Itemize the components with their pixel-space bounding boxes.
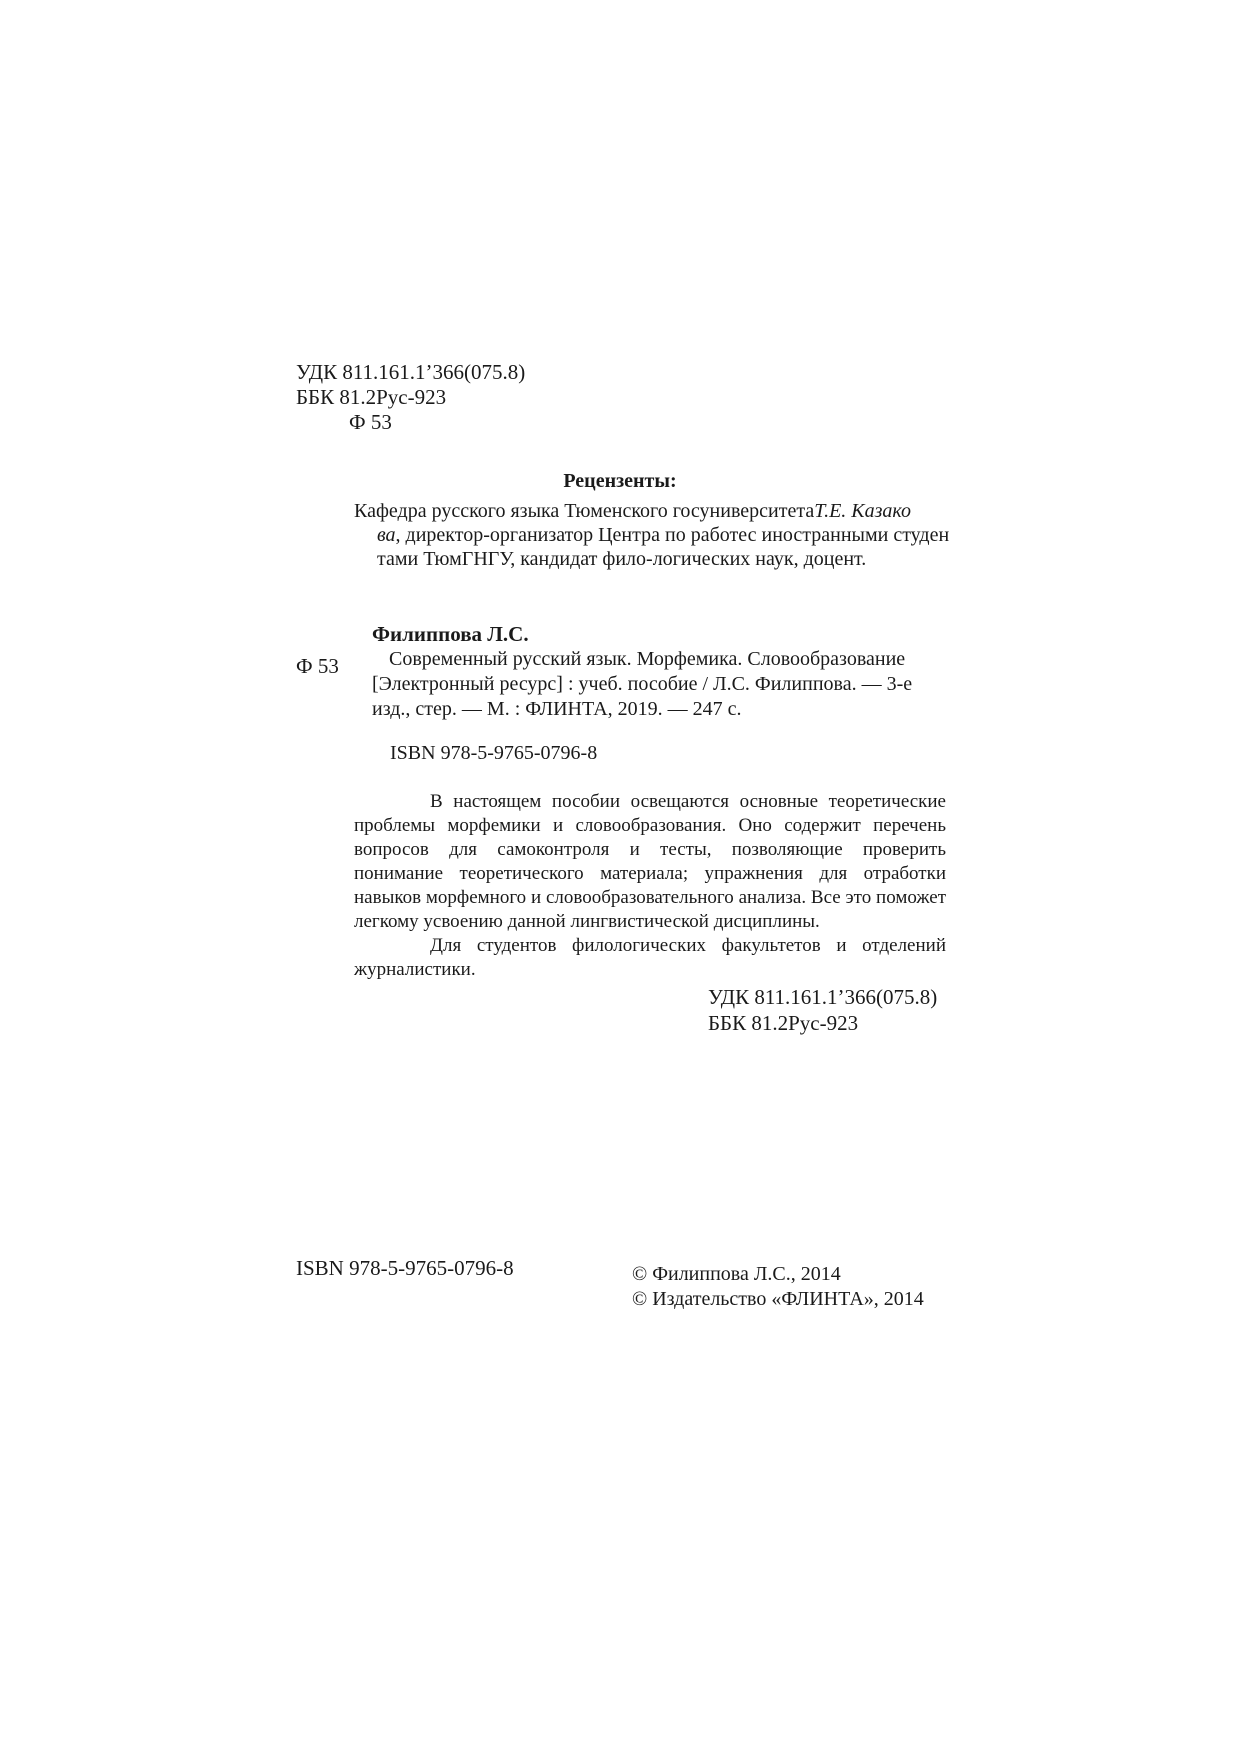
reviewers-line2: , директор-организатор Центра по работес иностранными студен xyxy=(395,524,950,546)
reviewers-text xyxy=(354,499,950,571)
annotation xyxy=(354,790,946,982)
bibliography-line3: изд., стер. — М. : ФЛИНТА, 2019. — 247 с. xyxy=(372,698,742,720)
bibliography-author: Филиппова Л.С. xyxy=(372,622,529,646)
bibliography-line2: [Электронный ресурс] : учеб. пособие / Л.С. Филиппова. — 3-е xyxy=(372,673,913,695)
copyright-block xyxy=(632,1262,924,1312)
reviewers-line1: Кафедра русского языка Тюменского госуниверситета xyxy=(354,500,815,522)
reviewers-line3: тами ТюмГНГУ, кандидат фило-логических наук, доцент. xyxy=(377,548,867,570)
classification-codes-top xyxy=(296,360,525,435)
reviewer-name-part1: Т.Е. Казако xyxy=(814,500,911,522)
bbk-code: ББК 81.2Рус-923 xyxy=(296,385,447,409)
bibliography-sign: Ф 53 xyxy=(296,654,339,678)
bibliography-isbn: ISBN 978-5-9765-0796-8 xyxy=(390,742,598,764)
bbk-code-bottom: ББК 81.2Рус-923 xyxy=(708,1011,859,1035)
reviewers-heading: Рецензенты: xyxy=(563,470,677,492)
udk-code: УДК 811.161.1’366(075.8) xyxy=(296,360,526,384)
copyright-author: © Филиппова Л.С., 2014 xyxy=(632,1263,841,1285)
reviewer-name-part2: ва xyxy=(377,524,396,546)
author-sign: Ф 53 xyxy=(349,410,392,434)
annotation-paragraph1: В настоящем пособии освещаются основные теоретические проблемы морфемики и словообразования. Оно содержит перечень вопросов для самоконтроля и тесты, позволяющие проверить понимание теоретического материала; упражнения для отработки навыков морфемного и словообразовательного анализа. Все это поможет легкому усвоению данной лингвистической дисциплины. xyxy=(354,791,946,932)
bibliography-description xyxy=(372,647,952,722)
udk-code-bottom: УДК 811.161.1’366(075.8) xyxy=(708,985,938,1009)
footer-isbn: ISBN 978-5-9765-0796-8 xyxy=(296,1256,514,1280)
bibliography-line1: Современный русский язык. Морфемика. Словообразование xyxy=(389,648,906,670)
copyright-publisher: © Издательство «ФЛИНТА», 2014 xyxy=(632,1288,924,1310)
classification-codes-bottom xyxy=(708,984,937,1036)
annotation-paragraph2: Для студентов филологических факультетов и отделений журналистики. xyxy=(354,935,946,980)
